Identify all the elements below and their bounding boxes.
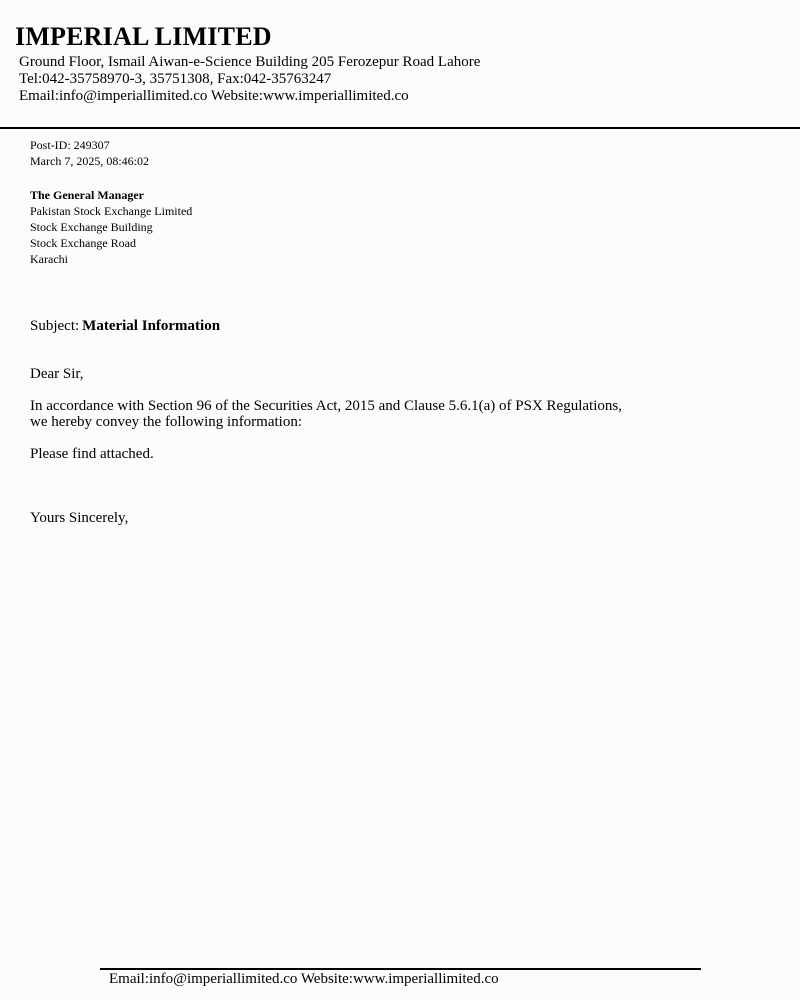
recipient-title: The General Manager: [30, 188, 144, 202]
post-date: March 7, 2025, 08:46:02: [30, 154, 149, 168]
footer-divider: [100, 968, 701, 970]
post-id: Post-ID: 249307: [30, 138, 110, 152]
attachment-note: Please find attached.: [30, 446, 154, 462]
footer-email-website: Email:info@imperiallimited.co Website:www.imperiallimited.co: [109, 971, 499, 987]
company-address: Ground Floor, Ismail Aiwan-e-Science Building 205 Ferozepur Road Lahore: [19, 54, 481, 70]
recipient-line: Stock Exchange Building: [30, 220, 153, 234]
company-email-website: Email:info@imperiallimited.co Website:www.imperiallimited.co: [19, 88, 409, 104]
body-paragraph-line-1: In accordance with Section 96 of the Securities Act, 2015 and Clause 5.6.1(a) of PSX Regulations,: [30, 398, 622, 414]
body-paragraph-line-2: we hereby convey the following information:: [30, 414, 303, 430]
company-phone-fax: Tel:042-35758970-3, 35751308, Fax:042-35763247: [19, 71, 332, 87]
salutation: Dear Sir,: [30, 366, 84, 382]
recipient-line: Stock Exchange Road: [30, 236, 136, 250]
recipient-line: Karachi: [30, 252, 68, 266]
subject-value: Material Information: [82, 318, 221, 334]
subject-line: [30, 318, 220, 335]
closing: Yours Sincerely,: [30, 510, 129, 526]
company-name: IMPERIAL LIMITED: [15, 22, 272, 51]
subject-label: Subject:: [30, 318, 80, 334]
recipient-line: Pakistan Stock Exchange Limited: [30, 204, 193, 218]
header-divider: [0, 127, 800, 129]
